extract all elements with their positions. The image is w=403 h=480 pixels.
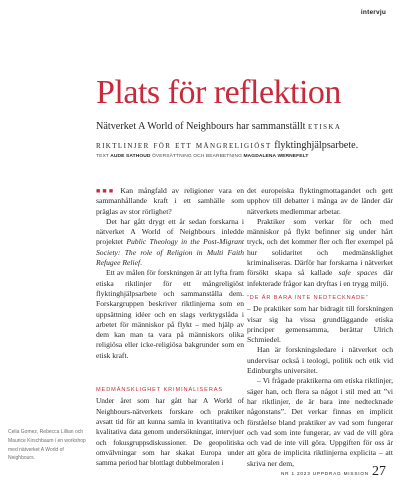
intro-paragraph — [96, 186, 244, 217]
paragraph: Han är forskningsledare i nätverket och undervisar också i teologi, politik och etik vid Edinburghs universitet. — [247, 345, 393, 376]
article-title: Plats för reflektion — [96, 74, 341, 111]
paragraph-text: Det har gått drygt ett år sedan forskarna i nätverket A World of Neighbours inledde projektet — [96, 216, 244, 247]
paragraph-text: Praktiker som verkar för och med människor på flykt befinner sig under hårt tryck, och det kommer fler och fler exempel på hur solidaritet och medmänsklighet kriminaliseras. Därför har forskarna i nätverket försökt skapa så kallade — [247, 216, 393, 278]
subheading: ”DE ÄR BARA INTE NEDTECKNADE” — [247, 294, 369, 301]
byline-translation-label: ÖVERSÄTTNING OCH BEARBETNING — [151, 154, 243, 159]
byline — [96, 154, 396, 159]
photo-caption: Celia Gomez, Rebecca Lillian och Maurice Kirschbaum i en workshop med nätverket A World of Neighbours. — [8, 429, 86, 462]
article-lead — [96, 117, 390, 155]
body-column-2 — [247, 186, 393, 469]
paragraph: Ett av målen för forskningen är att lyfta fram etiska riktlinjer för ett mångreligiöst flyktinghjälpsarbete och sammanställa dem. Forskargruppen beskriver riktlinjerna som en uppsättning idéer och en slags verktygslåda i arbetet för människor på flykt – med hjälp av dem kan man ta vara på människors olika religiösa eller icke-religiösa bakgrunder som en etisk kraft. — [96, 268, 244, 360]
paragraph: Under året som har gått har A World of Neighbours-nätverkets forskare och praktiker avsatt tid för att kunna samla in kvantitativa och kvalitativa data genom undersökningar, intervjuer och fokusgruppsdiskussioner. De geopolitiska omvälvningar som har skakat Europa under samma period har blottlagt dubbelmoralen i — [96, 396, 244, 468]
page-number: 27 — [372, 464, 386, 479]
byline-author: AUDE SATHOUD — [110, 154, 151, 159]
body-column-1 — [96, 186, 244, 468]
lead-end: flyktinghjälpsarbete. — [271, 140, 359, 151]
project-title: Public Theology in the Post-Migrant Society: The role of Religion in Multi Faith Refugee Relief — [96, 237, 244, 268]
paragraph-text: där infekterade frågor kan dryftas i en trygg miljö. — [247, 268, 393, 288]
paragraph: det europeiska flyktingmottagandet och gett upphov till debatter i många av de länder där nätverkets medlemmar arbetar. — [247, 186, 393, 216]
byline-text-label: TEXT — [96, 154, 109, 159]
paragraph: – Vi frågade praktikerna om etiska riktlinjer, säger han, och flera sa något i stil med att ”vi har riktlinjer, de är bara inte nedtecknade någonstans”. Det verkar finnas en implicit förståelse bland praktiker av vad som fungerar och vad som inte fungerar, av vad de vill göra och vad de inte vill göra. Uppgiften för oss är att göra de implicita riktlinjerna explicita – att skriva ner dem, — [247, 376, 393, 468]
subheading: MEDMÄNSKLIGHET KRIMINALISERAS — [96, 387, 224, 394]
page-footer — [281, 464, 386, 480]
byline-translator: MAGDALENA WERNEFELT — [243, 154, 309, 159]
paragraph — [96, 217, 244, 268]
paragraph: – De praktiker som har bidragit till forskningen visar sig ha vissa grundläggande etiska principer gemensamma, berättar Ulrich Schmiedel. — [247, 304, 393, 345]
lead-text: Nätverket A World of Neighbours har sammanställt — [96, 121, 309, 132]
intro-squares-icon: ■■■ — [96, 187, 116, 195]
paragraph — [247, 217, 393, 289]
section-label: intervju — [360, 9, 386, 16]
intro-text: Kan mångfald av religioner vara en sammanhållande kraft i ett samhälle som präglas av stor rörlighet? — [96, 186, 245, 216]
paragraph-text: . — [140, 258, 142, 268]
publication-label: NR 1 2023 UPPDRAG MISSION — [281, 471, 369, 476]
safe-spaces-term: safe spaces — [338, 268, 378, 278]
lead-small-caps: etiska riktlinjer för ett mångreligiöst — [96, 121, 342, 151]
